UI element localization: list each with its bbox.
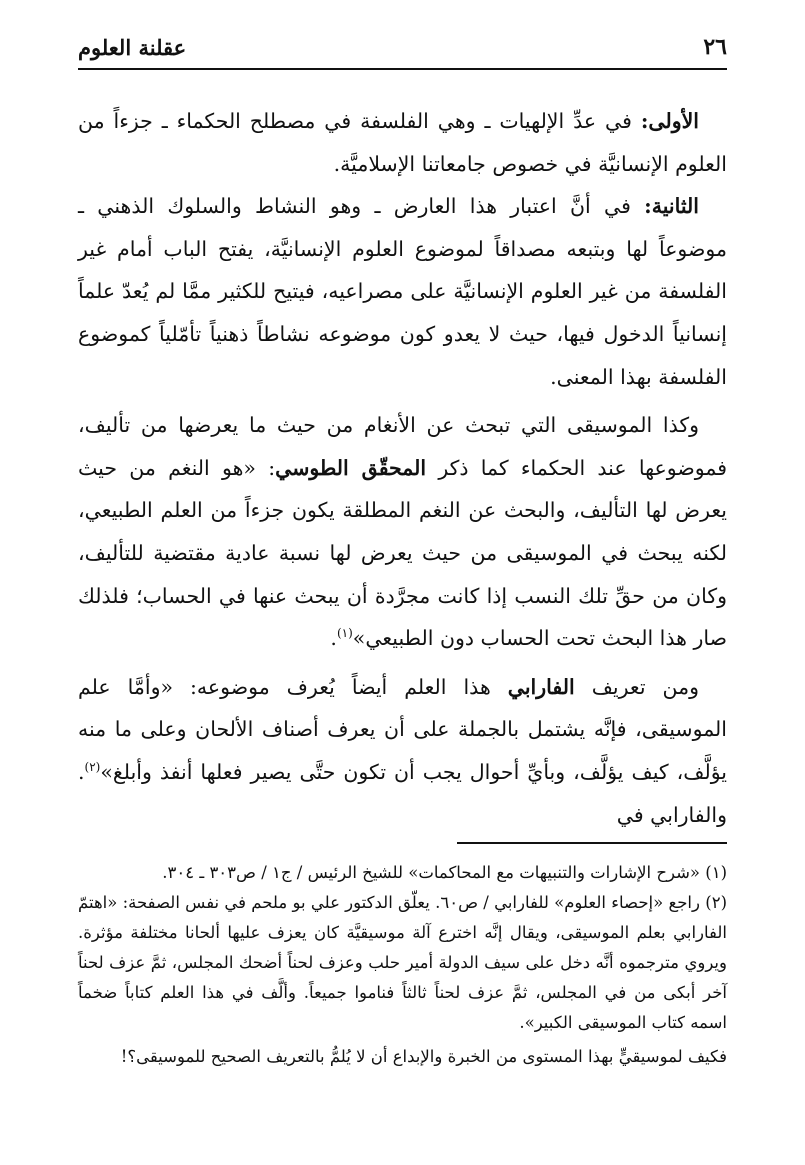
footnote-ref-1[interactable]: (١) xyxy=(336,626,353,641)
footnote-2-continuation: فكيف لموسيقيٍّ بهذا المستوى من الخبرة والإبداع أن لا يُلمُّ بالتعريف الصحيح للموسيقى؟! xyxy=(120,1047,727,1066)
paragraph-end: . xyxy=(330,626,337,651)
paragraph-text: ومن تعريف xyxy=(574,674,699,699)
point-label-first: الأولى: xyxy=(640,109,699,133)
footnotes xyxy=(78,858,727,1072)
paragraph-music-farabi xyxy=(78,666,727,836)
paragraph-music-tusi xyxy=(78,404,727,660)
paragraph-text: وكذا الموسيقى التي تبحث عن الأنغام من حيث ما يعرضها من تأليف، فموضوعها عند الحكماء كما ذكر xyxy=(78,413,727,480)
footnote-separator xyxy=(457,842,727,844)
footnote-ref-2[interactable]: (٢) xyxy=(84,760,101,775)
paragraph-second-point xyxy=(78,185,727,398)
quotation-text: : «هو النغم من حيث يعرض لها التأليف، والبحث عن النغم المطلقة يكون جزءاً من العلم الطبيعي، لكنه يبحث في الموسيقى من حيث يعرض لها نسبة عادية مقتضية للتأليف، وكان من حقِّ تلك النسب إذا كانت مجرَّدة أن يبحث عنها في الحساب؛ فلذلك صار هذا البحث تحت الحساب دون الطبيعي» xyxy=(78,455,727,651)
paragraph-end: . والفارابي في xyxy=(78,759,727,827)
footnote-2: (٢) راجع «إحصاء العلوم» للفارابي / ص٦٠. يعلّق الدكتور علي بو ملحم في نفس الصفحة: «اهتمّ الفارابي بعلم الموسيقى، ويقال إنَّه اخترع آلة موسيقيَّة كان يعزف عليها ألحانا مختلفة مؤثرة. ويروي مترجموه أنَّه دخل على سيف الدولة أمير حلب وعزف لحناً أضحك المجلس، ثمَّ عزف لحناً آخر أبكى من في المجلس، ثمَّ عزف لحناً ثالثاً فناموا جميعاً. وألَّف في هذا العلم كتاباً ضخماً اسمه كتاب الموسيقى الكبير». xyxy=(78,893,727,1032)
running-title: عقلنة العلوم xyxy=(78,34,187,60)
point-label-second: الثانية: xyxy=(644,194,699,219)
author-name-farabi: الفارابي xyxy=(507,674,575,699)
quotation-text: هذا العلم أيضاً يُعرف موضوعه: «وأمَّا علم الموسيقى، فإنَّه يشتمل بالجملة على أن يعرف أصناف الألحان وعلى ما منه يؤلَّف، كيف يؤلَّف، وبأيِّ أحوال يجب أن تكون حتَّى يصير فعلها أنفذ وأبلغ» xyxy=(78,674,727,784)
page-header xyxy=(78,30,727,70)
page-number: ٢٦ xyxy=(703,34,727,60)
main-text xyxy=(78,100,727,836)
paragraph-first-point xyxy=(78,100,727,185)
paragraph-text: في عدِّ الإلهيات ـ وهي الفلسفة في مصطلح الحكماء ـ جزءاً من العلوم الإنسانيَّة في خصوص جامعاتنا الإسلاميَّة. xyxy=(78,109,727,176)
author-name-tusi: المحقّق الطوسي xyxy=(275,455,427,480)
paragraph-text: في أنَّ اعتبار هذا العارض ـ وهو النشاط والسلوك الذهني ـ موضوعاً لها وبتبعه مصداقاً لموضوع العلوم الإنسانيَّة، يفتح الباب أمام غير الفلسفة من غير العلوم الإنسانيَّة على مصراعيه، فيتيح للكثير ممَّا لم يُعدّ علماً إنسانياً الدخول فيها، حيث لا يعدو كون موضوعه نشاطاً ذهنياً تأمّلياً كموضوع الفلسفة بهذا المعنى. xyxy=(78,194,727,389)
footnote-1: (١) «شرح الإشارات والتنبيهات مع المحاكمات» للشيخ الرئيس / ج١ / ص٣٠٣ ـ ٣٠٤. xyxy=(162,863,727,882)
